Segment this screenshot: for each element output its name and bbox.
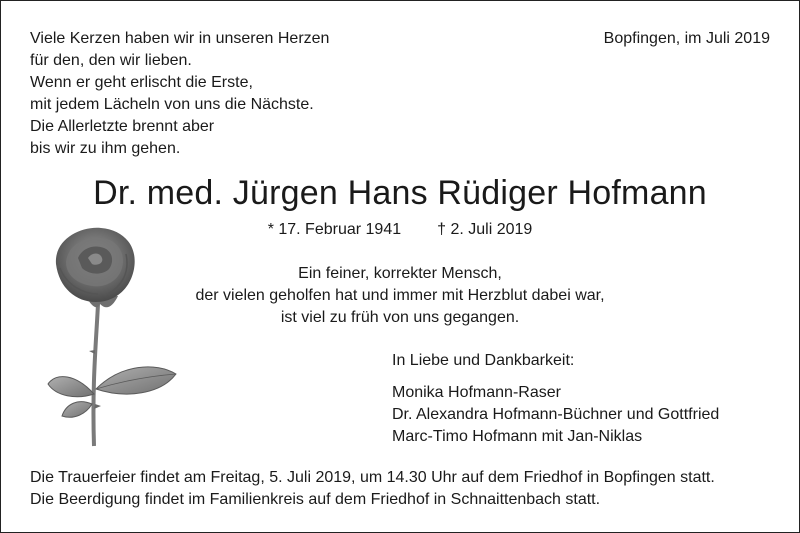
mourners-intro: In Liebe und Dankbarkeit: [392, 352, 575, 369]
mourner-name: Marc-Timo Hofmann mit Jan-Niklas [392, 428, 643, 445]
mourner-name: Dr. Alexandra Hofmann-Büchner und Gottfried [392, 406, 720, 423]
funeral-notices [30, 467, 715, 511]
deceased-name: Dr. med. Jürgen Hans Rüdiger Hofmann [93, 174, 707, 212]
poem-line: Wenn er geht erlischt die Erste, [30, 74, 253, 91]
notice-line: Die Trauerfeier findet am Freitag, 5. Juli 2019, um 14.30 Uhr auf dem Friedhof in Bopfingen statt. [30, 469, 715, 486]
poem-line: bis wir zu ihm gehen. [30, 140, 181, 157]
rose-icon [26, 224, 206, 456]
mourner-name: Monika Hofmann-Raser [392, 384, 561, 401]
poem-line: mit jedem Lächeln von uns die Nächste. [30, 96, 314, 113]
tribute-line: der vielen geholfen hat und immer mit Herzblut dabei war, [195, 287, 605, 304]
tribute-line: ist viel zu früh von uns gegangen. [280, 309, 520, 326]
death-date: † 2. Juli 2019 [437, 221, 533, 238]
notice-line: Die Beerdigung findet im Familienkreis auf dem Friedhof in Schnaittenbach statt. [30, 491, 601, 508]
poem-line: Die Allerletzte brennt aber [30, 118, 215, 135]
birth-date: * 17. Februar 1941 [267, 221, 402, 238]
poem-line: für den, den wir lieben. [30, 52, 192, 69]
tribute-line: Ein feiner, korrekter Mensch, [298, 265, 502, 282]
tribute [0, 263, 800, 329]
poem-line: Viele Kerzen haben wir in unseren Herzen [30, 30, 330, 47]
mourners [392, 350, 719, 448]
poem [30, 28, 329, 160]
place-date: Bopfingen, im Juli 2019 [603, 30, 770, 47]
